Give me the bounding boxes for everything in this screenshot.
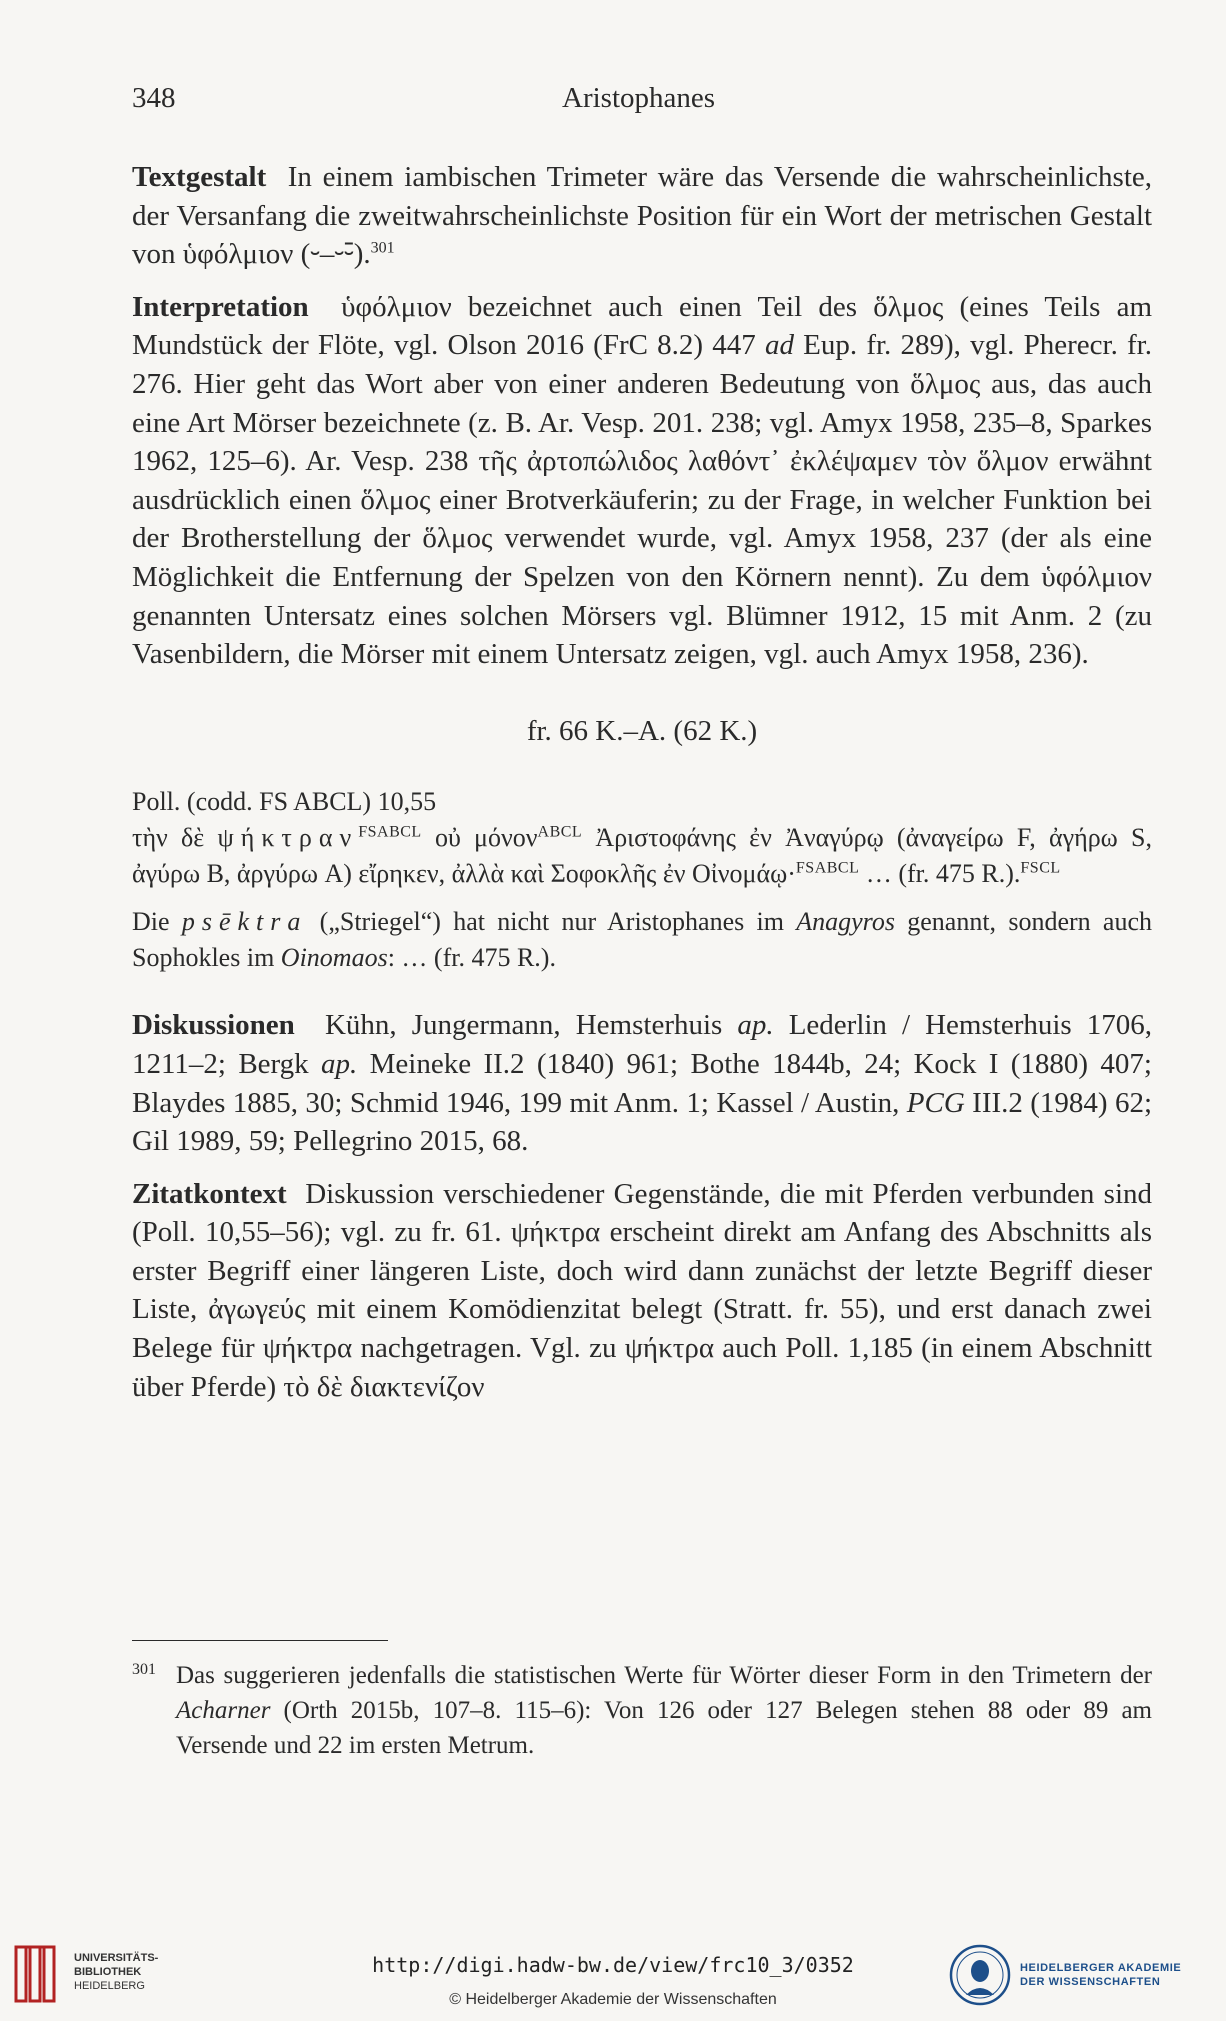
running-title: Aristophanes (562, 82, 716, 114)
translation-text-1: Die (132, 907, 182, 937)
greek-text-3: Ἀριστοφάνης ἐν Ἀναγύρῳ (ἀναγείρω F, ἀγήρω S, ἀγύρω B, ἀργύρω A) εἴρηκεν, ἀλλὰ καὶ Σοφοκλῆς ἐν Οἰνομάῳ· (132, 823, 1152, 889)
interpretation-ad: ad (764, 329, 794, 362)
diskussionen-ap-2: ap. (321, 1047, 358, 1080)
source-url-link[interactable]: http://digi.hadw-bw.de/view/frc10_3/0352 (372, 1953, 854, 1977)
greek-text-4: … (fr. 475 R.). (859, 859, 1021, 889)
page-number: 348 (132, 82, 176, 114)
translation-oinomaos: Oinomaos (280, 943, 388, 973)
hd-line-1: HEIDELBERGER AKADEMIE (1020, 1962, 1182, 1974)
copyright-notice: © Heidelberger Akademie der Wissenschaften (449, 1991, 777, 2008)
zitatkontext-label: Zitatkontext (132, 1177, 287, 1210)
page-footer (0, 1935, 1226, 2021)
ub-line-1: UNIVERSITÄTS- (74, 1952, 159, 1964)
source-line: Poll. (codd. FS ABCL) 10,55 (132, 787, 437, 817)
diskussionen-text-3: Meineke II.2 (1840) 961; Bothe 1844b, 24; Kock I (1880) 407; Blaydes 1885, 30; Schmid 1946, 199 mit Anm. 1; Kassel / Austin, (132, 1047, 1152, 1119)
translation-text-3: genannt, sondern auch Sophokles im (132, 907, 1153, 973)
sigla-1: FSABCL (358, 823, 422, 841)
diskussionen-text-4: III.2 (1984) 62; Gil 1989, 59; Pellegrino 2015, 68. (132, 1086, 1153, 1158)
ub-line-3: HEIDELBERG (74, 1980, 145, 1992)
footnote (132, 1658, 1152, 1763)
fragment-heading: fr. 66 K.–A. (62 K.) (526, 714, 758, 747)
academy-seal-icon (948, 1943, 1012, 2007)
interpretation-label: Interpretation (132, 290, 309, 323)
textgestalt-label: Textgestalt (132, 161, 267, 193)
zitatkontext-text: Diskussion verschiedener Gegenstände, die mit Pferden verbunden sind (Poll. 10,55–56); vgl. zu fr. 61. ψήκτρα erscheint direkt am Anfang des Abschnitts als erster Begriff einer längeren Liste, doch wird dann zunächst der letzte Begriff dieser Liste, ἀγωγεύς mit einem Komödienzitat belegt (Stratt. fr. 55), und erst danach zwei Belege für ψήκτρα nachgetragen. Vgl. zu ψήκτρα auch Poll. 1,185 (in einem Abschnitt über Pferde) τὸ δὲ διακτενίζον (132, 1177, 1153, 1403)
diskussionen-section (132, 1006, 1152, 1160)
main-text (132, 158, 1152, 1420)
footnote-acharner: Acharner (176, 1697, 271, 1724)
fragment-source (132, 784, 1152, 976)
diskussionen-text-1: Kühn, Jungermann, Hemsterhuis (324, 1009, 738, 1042)
hd-line-2: DER WISSENSCHAFTEN (1020, 1976, 1161, 1988)
diskussionen-pcg: PCG (906, 1086, 965, 1119)
diskussionen-label: Diskussionen (132, 1009, 295, 1042)
interpretation-text-1: ὑφόλμιον bezeichnet auch einen Teil des ὅλμος (eines Teils am Mundstück der Flöte, vgl. Olson 2016 (FrC 8.2) 447 (132, 290, 1153, 362)
greek-text-1: τὴν δὲ (132, 823, 218, 853)
interpretation-section (132, 288, 1152, 674)
ub-line-2: BIBLIOTHEK (74, 1966, 142, 1978)
translation-text-4: : … (fr. 475 R.). (387, 943, 556, 973)
zitatkontext-section (132, 1175, 1152, 1407)
sigla-2: ABCL (537, 823, 583, 841)
footnote-text (176, 1658, 1152, 1763)
translation-anagyros: Anagyros (796, 907, 895, 937)
textgestalt-section (132, 158, 1152, 274)
greek-lemma: ψήκτραν (217, 823, 359, 853)
academy-name (1020, 1961, 1181, 1989)
footnote-number: 301 (132, 1661, 156, 1678)
interpretation-text-2: Eup. fr. 289), vgl. Pherecr. fr. 276. Hier geht das Wort aber von einer anderen Bedeutung von ὅλμος aus, das auch eine Art Mörser bezeichnete (z. B. Ar. Vesp. 201. 238; vgl. Amyx 1958, 235–8, Sparkes 1962, 125–6). Ar. Vesp. 238 τῆς ἀρτοπώλιδος λαθόντ᾽ ἐκλέψαμεν τὸν ὅλμον erwähnt ausdrücklich einen ὅλμος einer Brotverkäuferin; zu der Frage, in welcher Funktion bei der Brotherstellung der ὅλμος verwendet wurde, vgl. Amyx 1958, 237 (der als eine Möglichkeit die Entfernung der Spelzen von den Körnern nennt). Zu dem ὑφόλμιον genannten Untersatz eines solchen Mörsers vgl. Blümner 1912, 15 mit Anm. 2 (zu Vasenbildern, die Mörser mit einem Untersatz zeigen, vgl. auch Amyx 1958, 236). (132, 329, 1152, 671)
sigla-4: FSCL (1020, 859, 1061, 877)
translation-text-2: („Striegel“) hat nicht nur Aristophanes im (307, 907, 797, 937)
footnote-ref[interactable]: 301 (370, 239, 395, 257)
footnote-rule (132, 1640, 388, 1641)
greek-text-2: οὐ μόνον (421, 823, 538, 853)
greek-quotation (132, 820, 1152, 892)
translation (132, 904, 1152, 976)
footnote-text-2: (Orth 2015b, 107–8. 115–6): Von 126 oder 127 Belegen stehen 88 oder 89 am Versende und 22 im ersten Metrum. (176, 1697, 1152, 1759)
translation-lemma: psēktra (181, 907, 308, 937)
diskussionen-ap-1: ap. (737, 1009, 774, 1042)
sigla-3: FSABCL (795, 859, 860, 877)
diskussionen-text-2: Lederlin / Hemsterhuis 1706, 1211–2; Bergk (132, 1009, 1152, 1080)
textgestalt-text: In einem iambischen Trimeter wäre das Versende die wahrscheinlichste, der Versanfang die zweitwahrscheinlichste Position für ein Wort der metrischen Gestalt von ὑφόλμιον (⏑–⏑⏑̄). (132, 161, 1153, 271)
footnote-text-1: Das suggerieren jedenfalls die statistischen Werte für Wörter dieser Form in den Trimetern der (176, 1662, 1152, 1689)
